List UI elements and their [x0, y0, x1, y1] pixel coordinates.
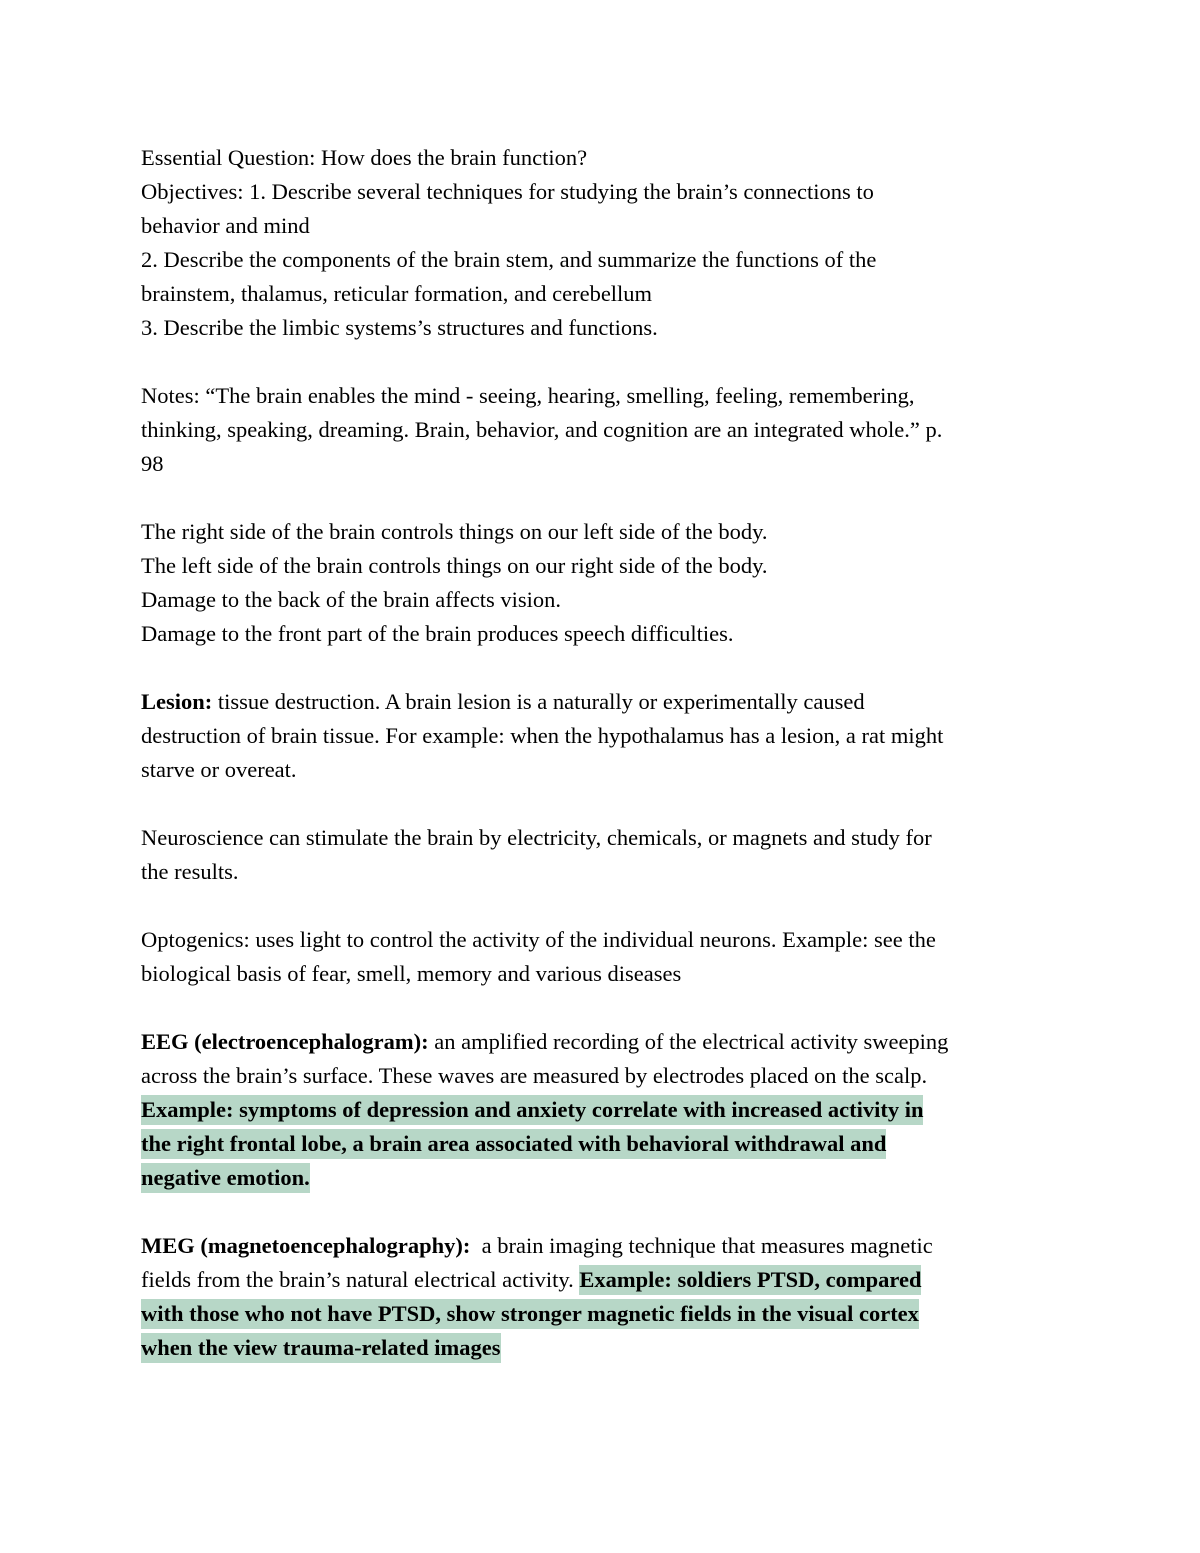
essential-question: Essential Question: How does the brain function?	[141, 145, 588, 170]
lesion-term: Lesion:	[141, 689, 213, 714]
optogenics-block	[141, 923, 1061, 991]
highlighted-example: Example: symptoms of depression and anxiety correlate with increased activity in	[141, 1095, 923, 1125]
paragraph-spacer	[141, 651, 1061, 685]
paragraph-spacer	[141, 991, 1061, 1025]
eeg-line: across the brain’s surface. These waves are measured by electrodes placed on the scalp.	[141, 1063, 928, 1088]
optogenics-line: Optogenics: uses light to control the activity of the individual neurons. Example: see the	[141, 927, 936, 952]
essential-question-block	[141, 141, 1061, 175]
meg-definition: a brain imaging technique that measures magnetic	[470, 1233, 933, 1258]
meg-definition-cont: fields from the brain’s natural electrical activity.	[141, 1267, 580, 1292]
neuroscience-block	[141, 821, 1061, 889]
eeg-block	[141, 1025, 1061, 1195]
lesion-line	[141, 685, 1061, 719]
brain-sides-line: Damage to the front part of the brain produces speech difficulties.	[141, 621, 734, 646]
eeg-line	[141, 1025, 1061, 1059]
paragraph-spacer	[141, 889, 1061, 923]
paragraph-spacer	[141, 481, 1061, 515]
notes-line: Notes: “The brain enables the mind - seeing, hearing, smelling, feeling, remembering,	[141, 383, 915, 408]
eeg-term: EEG (electroencephalogram):	[141, 1029, 429, 1054]
objectives-line: 3. Describe the limbic systems’s structures and functions.	[141, 315, 658, 340]
brain-sides-line: Damage to the back of the brain affects vision.	[141, 587, 562, 612]
meg-line	[141, 1229, 1061, 1263]
highlighted-example: with those who not have PTSD, show stronger magnetic fields in the visual cortex	[141, 1299, 919, 1329]
objectives-line: behavior and mind	[141, 213, 310, 238]
meg-example-line	[141, 1297, 1061, 1331]
brain-sides-line: The left side of the brain controls things on our right side of the body.	[141, 553, 768, 578]
eeg-example-line	[141, 1093, 1061, 1127]
optogenics-line: biological basis of fear, smell, memory and various diseases	[141, 961, 682, 986]
highlighted-example: Example: soldiers PTSD, compared	[579, 1265, 921, 1295]
paragraph-spacer	[141, 1195, 1061, 1229]
notes-block	[141, 379, 1061, 481]
eeg-definition: an amplified recording of the electrical activity sweeping	[428, 1029, 949, 1054]
lesion-line: destruction of brain tissue. For example: when the hypothalamus has a lesion, a rat might	[141, 723, 944, 748]
meg-example-line	[141, 1331, 1061, 1365]
objectives-line: 2. Describe the components of the brain stem, and summarize the functions of the	[141, 247, 877, 272]
notes-line: thinking, speaking, dreaming. Brain, behavior, and cognition are an integrated whole.” p.	[141, 417, 943, 442]
lesion-block	[141, 685, 1061, 787]
objectives-line: Objectives: 1. Describe several techniques for studying the brain’s connections to	[141, 179, 874, 204]
eeg-example-line	[141, 1127, 1061, 1161]
notes-line: 98	[141, 451, 164, 476]
meg-line	[141, 1263, 1061, 1297]
neuroscience-line: the results.	[141, 859, 239, 884]
brain-sides-line: The right side of the brain controls things on our left side of the body.	[141, 519, 768, 544]
eeg-example-line	[141, 1161, 1061, 1195]
meg-block	[141, 1229, 1061, 1365]
meg-term: MEG (magnetoencephalography):	[141, 1233, 471, 1258]
lesion-definition: tissue destruction. A brain lesion is a naturally or experimentally caused	[212, 689, 865, 714]
highlighted-example: when the view trauma-related images	[141, 1333, 501, 1363]
objectives-line: brainstem, thalamus, reticular formation, and cerebellum	[141, 281, 653, 306]
brain-sides-block	[141, 515, 1061, 651]
highlighted-example: the right frontal lobe, a brain area associated with behavioral withdrawal and	[141, 1129, 886, 1159]
neuroscience-line: Neuroscience can stimulate the brain by electricity, chemicals, or magnets and study for	[141, 825, 932, 850]
lesion-line: starve or overeat.	[141, 757, 297, 782]
paragraph-spacer	[141, 345, 1061, 379]
paragraph-spacer	[141, 787, 1061, 821]
document-body	[141, 141, 1061, 1365]
objectives-block	[141, 175, 1061, 345]
highlighted-example: negative emotion.	[141, 1163, 310, 1193]
